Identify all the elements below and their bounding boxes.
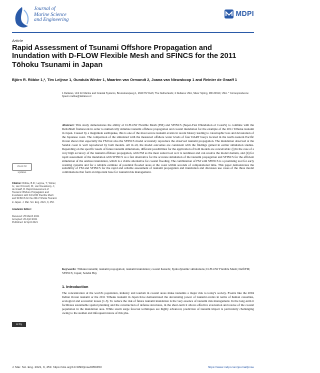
- editor-block: [12, 208, 58, 211]
- cc-license-icon[interactable]: cc by: [12, 322, 26, 327]
- article-type: Article: [12, 38, 24, 43]
- received-date: Received: 25 March 2021: [12, 214, 40, 218]
- dates-block: [12, 215, 58, 224]
- journal-logo-icon: [12, 6, 32, 30]
- publisher-logo: [224, 8, 254, 20]
- citation-block: [12, 182, 58, 204]
- citation-label: Citation:: [12, 182, 22, 185]
- citation-text: Röbke, B.R.; Leijnse, T.; Winter, G.; van Ormondt, M.; van Nieuwkoop, J.; de Graaff, R. Rapid Assessment of Tsunami Offshore Propagation and Inundation with D-FLOW Flexible Mesh and SFINCS for the 2011 Tōhoku Tsunami in Japan. J. Mar. Sci. Eng. 2021, 9, 453.: [12, 182, 57, 204]
- publisher-name: MDPI: [235, 10, 254, 18]
- footer-site-link[interactable]: https://www.mdpi.com/journal/jmse: [207, 365, 254, 369]
- abstract-label: Abstract:: [62, 124, 75, 127]
- introduction-text: The concentration of the world's population, industry and tourism in coastal areas make tsunamis a major risk to today's society. Events like the 2004 Indian Ocean tsunami or the 2011 Tōhoku tsunami in Japan have demonstrated the devastating power of tsunami events in terms of human casualties, ecological and economic losses [1-3]. To reduce the risk of future tsunami inundation is the very essence of tsunami risk management. In the long-term it facilitates sustainable spatial planning and the construction of defense structures, in the short-term it allows effective evacuation and rescue of the coastal population in the inundation area. While storm surge forecast techniques are highly advanced, prediction of tsunami impact is particularly challenging owing to the sudden and infrequent nature of this phe-: [62, 292, 254, 315]
- abstract-text: This study demonstrates the ability of D-FLOW Flexible Mesh (FM) and SFINCS (Super-Fast INundation of CoastS) to combine with the DeltaShell framework in order to numerically simulate tsunami offshore propagation and coastal inundation for the example of the 2011 Tōhoku tsunami in Japan. Caused by a magnitude earthquake, this is one of the most severe tsunami events in recent history leading to catastrophic loss and devastation of the Japanese coast. The comparison of the simulated with the measured offshore water levels of four DART buoys located in the north-western Pacific Ocean shows that especially the FM but also the SFINCS model accurately reproduce the observed tsunami propagation. The inundation observed at the Sendai coast is well reproduced by both models. All in all, the model outcomes are consistent with the findings gained in earlier simulation studies. Depending on the specific needs of future tsunami simulations, different possibilities for the application of both models are conceivable: (i) In the case of a very high accuracy of the tsunami offshore propagation, with FM as the most suited tool as it is nonlinear and can resolve the model domain, and (ii) for rapid assessment of the inundation with SFINCS as a fast alternative for the accurate simulation of the tsunami propagation and SFINCS for the efficient simulation of the onshore inundation, which is a viable alternative for coastal flooding. The combination of FM with SFINCS is a promising tool for early warning systems and for a reliable estimate of potential flooded areas at the coast within seconds of computational time. This paper demonstrates the suitability of FM and SFINCS for the rapid and reliable assessment of tsunami propagation and inundation and discusses use cases of the three model combinations that form an important base for tsunami risk management.: [62, 124, 254, 175]
- mdpi-logo-icon: [224, 9, 234, 19]
- editor-label: Academic Editor:: [12, 207, 32, 211]
- keywords-label: Keywords:: [62, 267, 77, 271]
- author-list: Björn R. Röbke 1,*, Tim Leijnse 1, Gundula Winter 1, Maarten van Ormondt 2, Joana van Nieuwkoop 1 and Reinier de Graaff 1: [12, 78, 238, 82]
- journal-name: Journal of Marine Science and Engineering: [34, 6, 69, 24]
- keywords-text: Tōhoku tsunami; tsunami propagation; tsunami inundation; coastal hazards; hydrodynamic simulations; D-FLOW Flexible Mesh; DelftFM; SFINCS; Japan; Sendai Bay: [62, 267, 251, 275]
- section-heading: 1. Introduction: [62, 285, 89, 289]
- affiliations: 1 Deltares, Unit for Marine and Coastal Systems, Boussinesqweg 1, 2629 HV Delft, The Netherlands; 2 Deltares USA, Silver Spring, MD 20910, USA. * Correspondence: bjoern.roebke@deltares.nl: [62, 92, 250, 99]
- published-date: Published: 22 April 2021: [12, 220, 38, 224]
- check-updates-button[interactable]: check for updates: [12, 163, 32, 171]
- accepted-date: Accepted: 20 April 2021: [12, 217, 38, 221]
- article-title: Rapid Assessment of Tsunami Offshore Propagation and Inundation with D-FLOW Flexible Mesh and SFINCS for the 2011 Tōhoku Tsunami in Japan: [12, 43, 237, 69]
- header-divider: [12, 32, 254, 33]
- footer-citation[interactable]: J. Mar. Sci. Eng. 2021, 9, 453. https://doi.org/10.3390/jmse9050453: [12, 365, 102, 369]
- keywords: [62, 268, 254, 276]
- article-sidebar: [12, 160, 58, 224]
- abstract: [62, 124, 254, 266]
